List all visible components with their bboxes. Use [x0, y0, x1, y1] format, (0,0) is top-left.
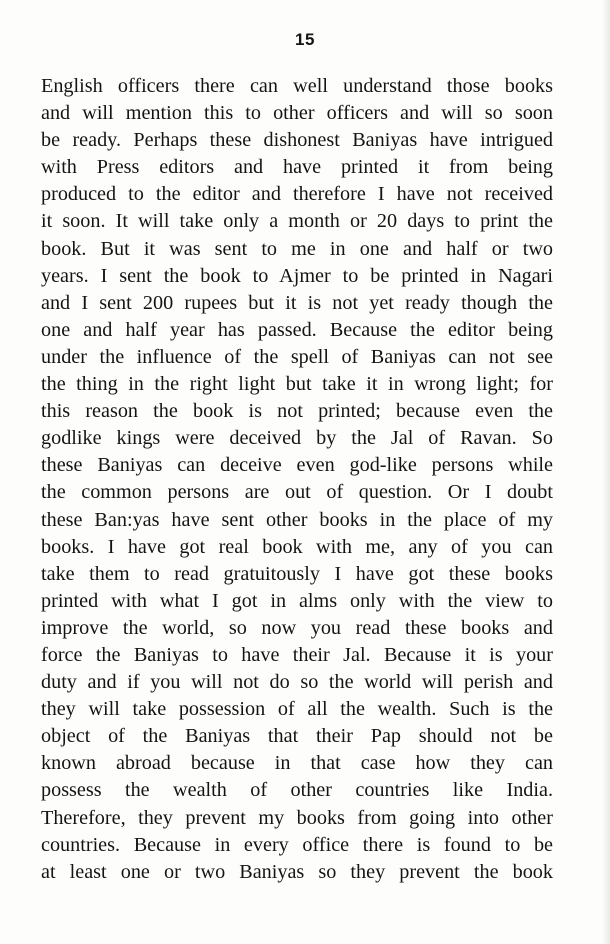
text-line: one and half year has passed. Because the editor being — [41, 318, 553, 341]
text-line: this reason the book is not printed; because even the — [41, 400, 553, 423]
text-line: duty and if you will not do so the world will perish and — [41, 671, 553, 694]
text-line: printed with what I got in alms only with the view to — [41, 589, 553, 612]
text-line: these Baniyas can deceive even god-like persons while — [41, 454, 553, 477]
text-line: the thing in the right light but take it in wrong light; for — [41, 373, 553, 396]
text-line: possess the wealth of other countries like India. — [41, 779, 553, 802]
text-line: godlike kings were deceived by the Jal of Ravan. So — [41, 427, 553, 450]
text-line: under the influence of the spell of Baniyas can not see — [41, 345, 553, 368]
text-line: English officers there can well understand those books — [41, 75, 553, 97]
text-line: force the Baniyas to have their Jal. Because it is your — [41, 643, 553, 666]
text-line: take them to read gratuitously I have got these books — [41, 562, 553, 585]
text-line: years. I sent the book to Ajmer to be printed in Nagari — [41, 264, 553, 287]
text-line: it soon. It will take only a month or 20 days to print the — [41, 210, 553, 233]
body-text — [41, 73, 553, 886]
text-line: book. But it was sent to me in one and half or two — [41, 237, 553, 260]
text-line: be ready. Perhaps these dishonest Baniyas have intrigued — [41, 129, 553, 152]
text-line: known abroad because in that case how they can — [41, 752, 553, 775]
text-line: and will mention this to other officers and will so soon — [41, 102, 553, 125]
text-line: at least one or two Baniyas so they prevent the book — [41, 860, 553, 883]
text-line: books. I have got real book with me, any of you can — [41, 535, 553, 558]
text-line: the common persons are out of question. Or I doubt — [41, 481, 553, 504]
text-line: improve the world, so now you read these books and — [41, 616, 553, 639]
text-line: with Press editors and have printed it from being — [41, 156, 553, 179]
page-edge-shadow — [602, 0, 610, 944]
text-line: they will take possession of all the wealth. Such is the — [41, 698, 553, 721]
text-line: these Ban:yas have sent other books in the place of my — [41, 508, 553, 531]
text-line: object of the Baniyas that their Pap should not be — [41, 725, 553, 748]
text-line: countries. Because in every office there is found to be — [41, 833, 553, 856]
text-line: produced to the editor and therefore I have not received — [41, 183, 553, 206]
page-number: 15 — [295, 30, 315, 49]
text-line: and I sent 200 rupees but it is not yet ready though the — [41, 291, 553, 314]
text-line: Therefore, they prevent my books from going into other — [41, 806, 553, 829]
